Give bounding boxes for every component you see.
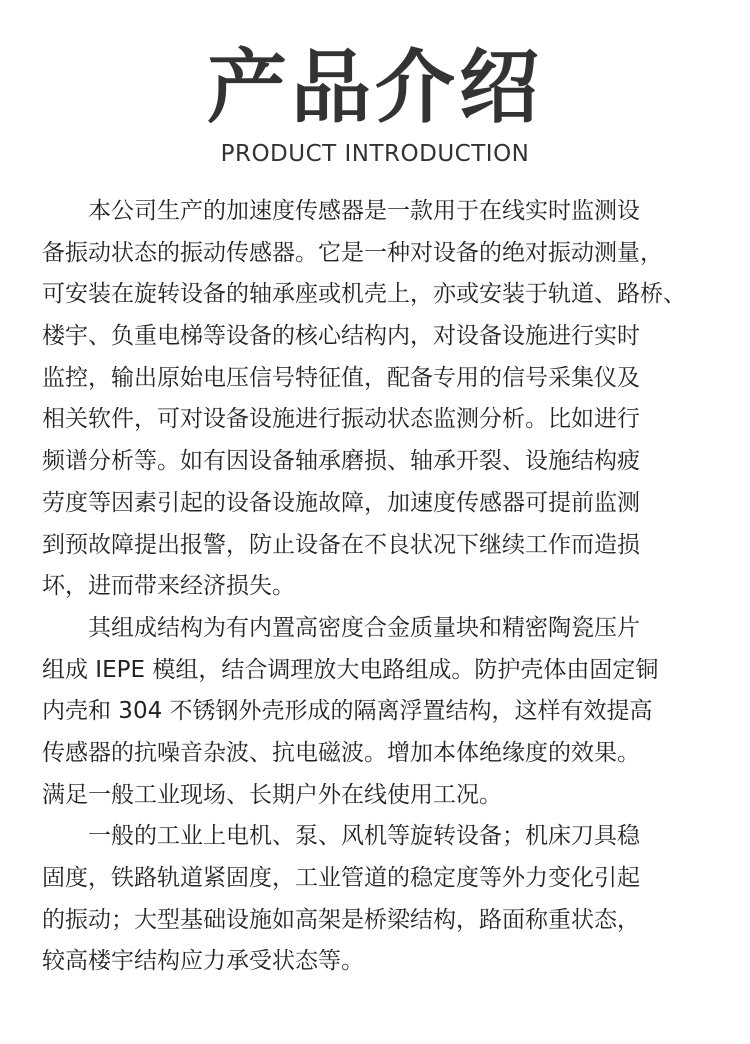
text-line: 楼宇、负重电梯等设备的核心结构内，对设备设施进行实时 bbox=[42, 323, 640, 350]
text-line: 坏，进而带来经济损失。 bbox=[42, 573, 295, 600]
text-line: 传感器的抗噪音杂波、抗电磁波。增加本体绝缘度的效果。 bbox=[42, 739, 640, 766]
text-line: 的振动；大型基础设施如高架是桥梁结构，路面称重状态， bbox=[42, 906, 640, 933]
text-line: 其组成结构为有内置高密度合金质量块和精密陶瓷压片 bbox=[88, 614, 640, 641]
text-line: 可安装在旋转设备的轴承座或机壳上，亦或安装于轨道、路桥、 bbox=[42, 281, 686, 308]
text-line: 劳度等因素引起的设备设施故障，加速度传感器可提前监测 bbox=[42, 489, 640, 516]
intro-text-body bbox=[42, 191, 708, 983]
page-subtitle: PRODUCT INTRODUCTION bbox=[220, 141, 530, 167]
paragraph-3 bbox=[42, 816, 708, 983]
paragraph-1 bbox=[42, 191, 708, 608]
page-title: 产品介绍 bbox=[207, 41, 543, 134]
text-line: 相关软件，可对设备设施进行振动状态监测分析。比如进行 bbox=[42, 406, 640, 433]
text-line: 本公司生产的加速度传感器是一款用于在线实时监测设 bbox=[88, 198, 640, 224]
text-line: 较高楼宇结构应力承受状态等。 bbox=[42, 948, 364, 975]
text-line: 固度，铁路轨道紧固度，工业管道的稳定度等外力变化引起 bbox=[42, 865, 640, 891]
text-line: 到预故障提出报警，防止设备在不良状况下继续工作而造损 bbox=[42, 531, 640, 558]
text-line: 一般的工业上电机、泵、风机等旋转设备；机床刀具稳 bbox=[88, 823, 640, 850]
text-line: 监控，输出原始电压信号特征值，配备专用的信号采集仪及 bbox=[42, 364, 640, 391]
text-line: 满足一般工业现场、长期户外在线使用工况。 bbox=[42, 781, 502, 808]
text-line: 内壳和 304 不锈钢外壳形成的隔离浮置结构，这样有效提高 bbox=[42, 698, 653, 725]
text-line: 频谱分析等。如有因设备轴承磨损、轴承开裂、设施结构疲 bbox=[42, 448, 640, 475]
paragraph-2 bbox=[42, 608, 708, 816]
text-line: 备振动状态的振动传感器。它是一种对设备的绝对振动测量， bbox=[42, 239, 663, 266]
text-line: 组成 IEPE 模组，结合调理放大电路组成。防护壳体由固定铜 bbox=[42, 656, 659, 683]
